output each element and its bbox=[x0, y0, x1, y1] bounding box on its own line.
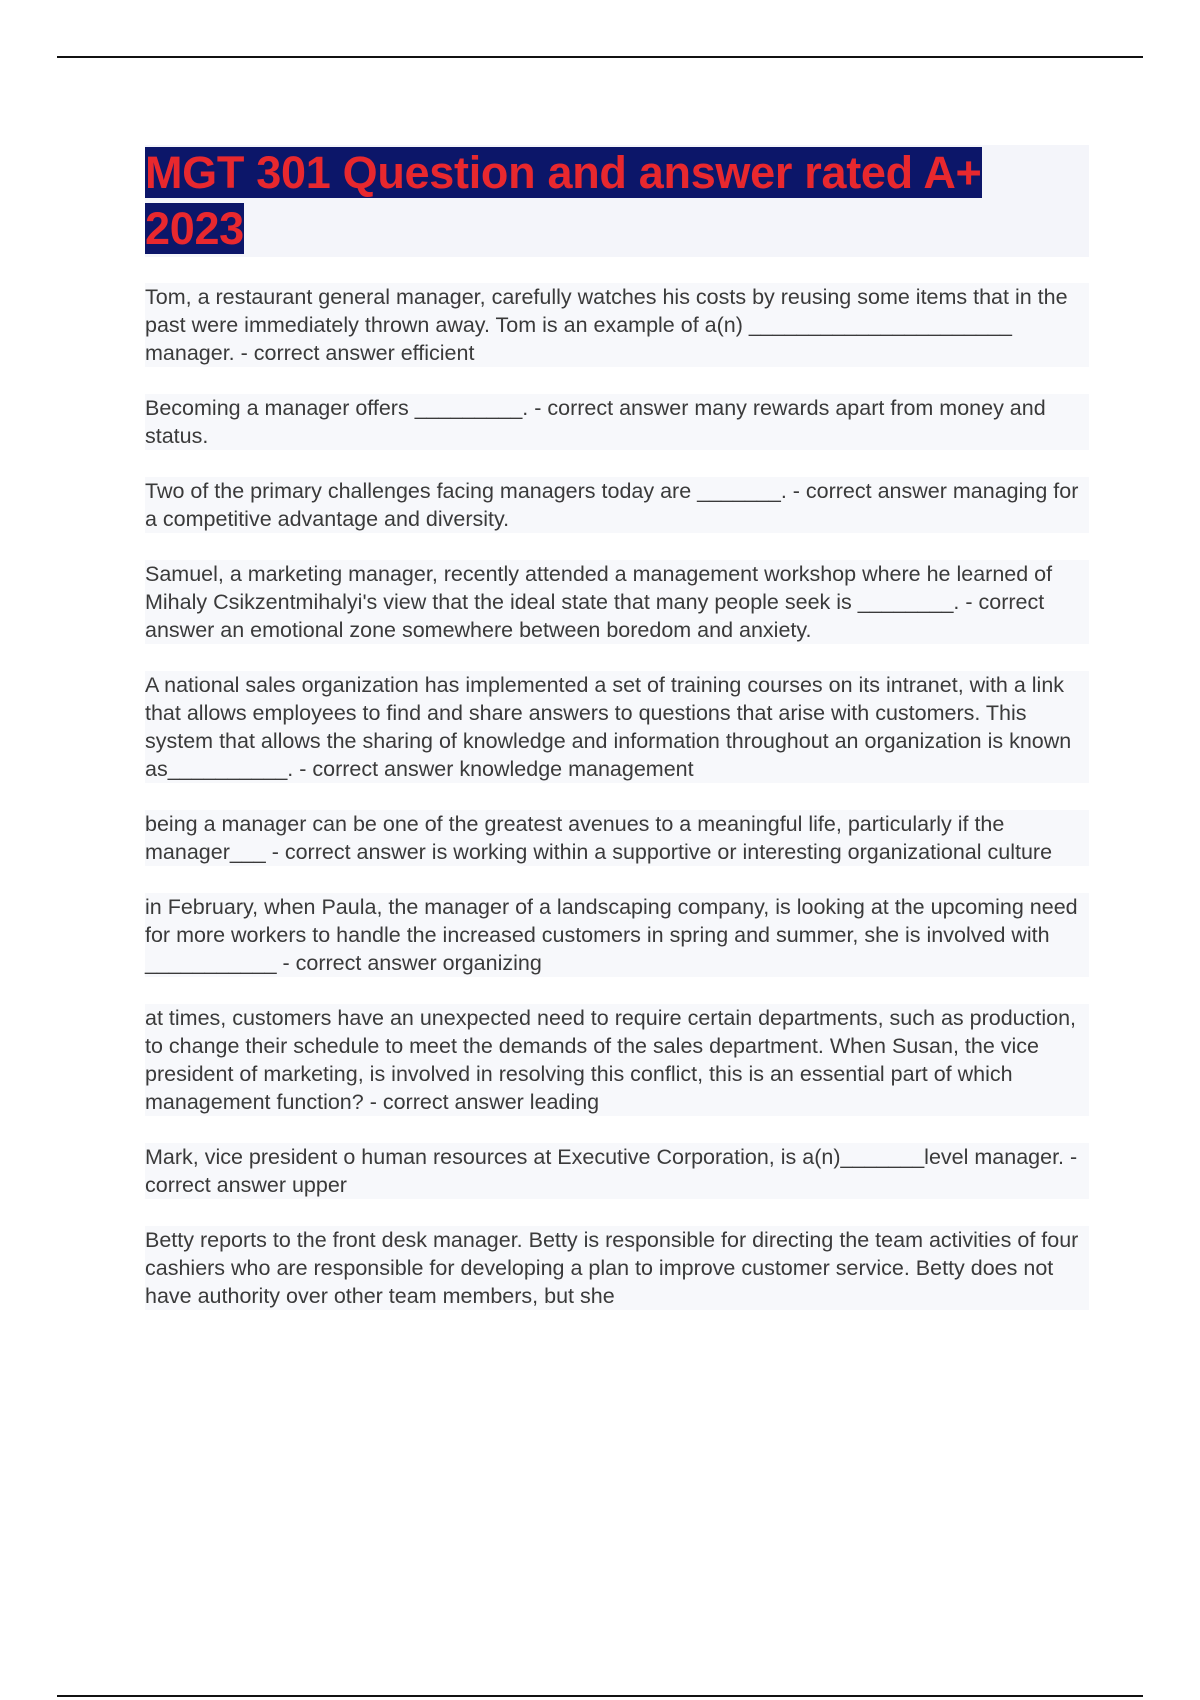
qa-item-1: Tom, a restaurant general manager, carefully watches his costs by reusing some items that in the past were immediately thrown away. Tom is an example of a(n) ______________________ manager. - correct answer efficient bbox=[145, 283, 1089, 367]
document-title bbox=[145, 145, 1089, 257]
document-body bbox=[145, 145, 1089, 1337]
title-line-2: 2023 bbox=[145, 203, 244, 254]
footer-rule bbox=[57, 1695, 1143, 1697]
title-block bbox=[145, 145, 1089, 257]
qa-item-9: Mark, vice president o human resources at Executive Corporation, is a(n)_______level manager. - correct answer upper bbox=[145, 1143, 1089, 1199]
title-line-1: MGT 301 Question and answer rated A+ bbox=[145, 147, 982, 198]
qa-item-8: at times, customers have an unexpected need to require certain departments, such as production, to change their schedule to meet the demands of the sales department. When Susan, the vice president of marketing, is involved in resolving this conflict, this is an essential part of which management function? - correct answer leading bbox=[145, 1004, 1089, 1116]
qa-item-5: A national sales organization has implemented a set of training courses on its intranet, with a link that allows employees to find and share answers to questions that arise with customers. This system that allows the sharing of knowledge and information throughout an organization is known as__________. - correct answer knowledge management bbox=[145, 671, 1089, 783]
header-rule bbox=[57, 56, 1143, 58]
qa-item-3: Two of the primary challenges facing managers today are _______. - correct answer managing for a competitive advantage and diversity. bbox=[145, 477, 1089, 533]
qa-item-7: in February, when Paula, the manager of a landscaping company, is looking at the upcoming need for more workers to handle the increased customers in spring and summer, she is involved with ___________ - correct answer organizing bbox=[145, 893, 1089, 977]
qa-item-4: Samuel, a marketing manager, recently attended a management workshop where he learned of Mihaly Csikzentmihalyi's view that the ideal state that many people seek is ________. - correct answer an emotional zone somewhere between boredom and anxiety. bbox=[145, 560, 1089, 644]
qa-item-2: Becoming a manager offers _________. - correct answer many rewards apart from money and status. bbox=[145, 394, 1089, 450]
qa-item-10: Betty reports to the front desk manager. Betty is responsible for directing the team activities of four cashiers who are responsible for developing a plan to improve customer service. Betty does not have authority over other team members, but she bbox=[145, 1226, 1089, 1310]
qa-item-6: being a manager can be one of the greatest avenues to a meaningful life, particularly if the manager___ - correct answer is working within a supportive or interesting organizational culture bbox=[145, 810, 1089, 866]
